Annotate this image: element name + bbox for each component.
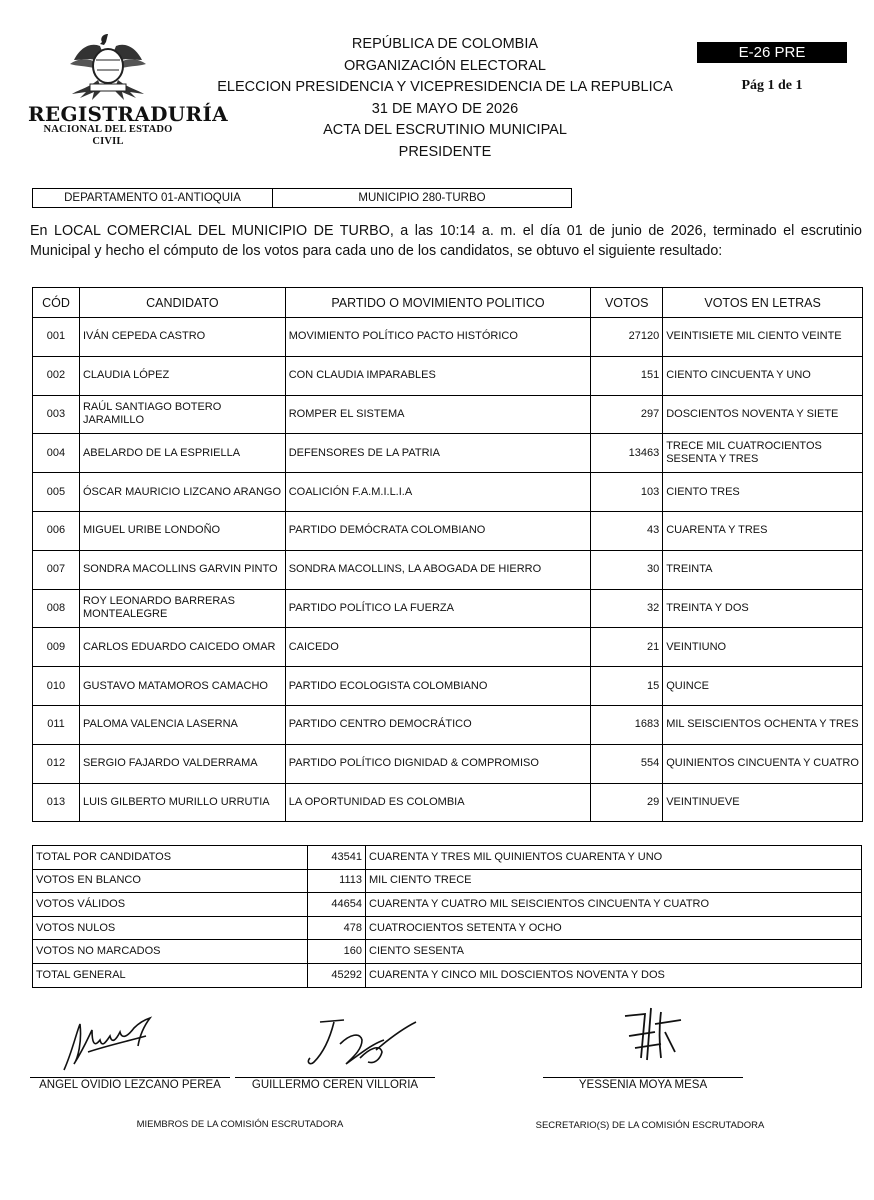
cell-votos: 29 xyxy=(591,783,663,822)
cell-votos: 151 xyxy=(591,356,663,395)
cell-candidato: PALOMA VALENCIA LASERNA xyxy=(79,705,285,744)
cell-votos: 30 xyxy=(591,550,663,589)
secretary-role: SECRETARIO(S) DE LA COMISIÓN ESCRUTADORA xyxy=(535,1120,765,1131)
cell-cod: 001 xyxy=(33,318,80,357)
header-votos: VOTOS xyxy=(591,288,663,318)
total-votos: 478 xyxy=(308,916,366,940)
intro-paragraph: En LOCAL COMERCIAL DEL MUNICIPIO DE TURBO, a las 10:14 a. m. el día 01 de junio de 2026, terminado el escrutinio Municipal y hecho el cómputo de los votos para cada uno de los candidatos, se obtuvo el siguiente resultado: xyxy=(30,223,862,259)
header-letras: VOTOS EN LETRAS xyxy=(663,288,863,318)
cell-votos: 27120 xyxy=(591,318,663,357)
header-line: ACTA DEL ESCRUTINIO MUNICIPAL xyxy=(323,122,567,138)
table-row xyxy=(33,783,863,822)
table-row xyxy=(33,511,863,550)
cell-votos: 1683 xyxy=(591,705,663,744)
municipio: MUNICIPIO 280-TURBO xyxy=(358,192,486,204)
departamento: DEPARTAMENTO 01-ANTIOQUIA xyxy=(33,189,273,207)
totals-row xyxy=(33,893,862,917)
signature-line-1 xyxy=(30,1077,230,1078)
total-votos: 43541 xyxy=(308,846,366,870)
header-line: PRESIDENTE xyxy=(398,143,492,160)
member-2-name: GUILLERMO CEREN VILLORIA xyxy=(251,1079,419,1091)
header-line: REPÚBLICA DE COLOMBIA xyxy=(351,36,539,52)
cell-votos: 103 xyxy=(591,473,663,512)
cell-partido: CAICEDO xyxy=(285,628,591,667)
cell-candidato: LUIS GILBERTO MURILLO URRUTIA xyxy=(79,783,285,822)
cell-cod: 013 xyxy=(33,783,80,822)
signature-ceren xyxy=(300,1014,420,1072)
cell-letras: VEINTISIETE MIL CIENTO VEINTE xyxy=(663,318,863,357)
cell-votos: 554 xyxy=(591,744,663,783)
cell-partido: LA OPORTUNIDAD ES COLOMBIA xyxy=(285,783,591,822)
cell-letras: QUINCE xyxy=(663,667,863,706)
totals-table xyxy=(32,845,862,988)
totals-row xyxy=(33,940,862,964)
cell-letras: CIENTO TRES xyxy=(663,473,863,512)
cell-cod: 009 xyxy=(33,628,80,667)
table-row xyxy=(33,434,863,473)
table-row xyxy=(33,395,863,434)
cell-candidato: SERGIO FAJARDO VALDERRAMA xyxy=(79,744,285,783)
total-votos: 45292 xyxy=(308,963,366,987)
signature-moya xyxy=(615,1002,687,1066)
signature-line-3 xyxy=(543,1077,743,1078)
member-1-name: ANGEL OVIDIO LEZCANO PEREA xyxy=(39,1079,221,1091)
total-label: TOTAL GENERAL xyxy=(33,963,308,987)
table-row xyxy=(33,473,863,512)
total-letras: CUARENTA Y CINCO MIL DOSCIENTOS NOVENTA Y DOS xyxy=(366,963,862,987)
signature-lezcano xyxy=(58,1012,158,1074)
header-line: ELECCION PRESIDENCIA Y VICEPRESIDENCIA DE LA REPUBLICA xyxy=(217,79,673,95)
members-role: MIEMBROS DE LA COMISIÓN ESCRUTADORA xyxy=(136,1119,344,1130)
totals-row xyxy=(33,846,862,870)
secretary-name: YESSENIA MOYA MESA xyxy=(578,1079,708,1091)
cell-partido: PARTIDO POLÍTICO LA FUERZA xyxy=(285,589,591,628)
total-label: VOTOS NO MARCADOS xyxy=(33,940,308,964)
cell-candidato: CARLOS EDUARDO CAICEDO OMAR xyxy=(79,628,285,667)
cell-cod: 005 xyxy=(33,473,80,512)
table-row xyxy=(33,589,863,628)
totals-row xyxy=(33,869,862,893)
table-row xyxy=(33,667,863,706)
header-line: ORGANIZACIÓN ELECTORAL xyxy=(344,57,546,74)
cell-partido: PARTIDO CENTRO DEMOCRÁTICO xyxy=(285,705,591,744)
cell-candidato: MIGUEL URIBE LONDOÑO xyxy=(79,511,285,550)
table-row xyxy=(33,744,863,783)
cell-votos: 43 xyxy=(591,511,663,550)
cell-partido: ROMPER EL SISTEMA xyxy=(285,395,591,434)
cell-votos: 32 xyxy=(591,589,663,628)
table-row xyxy=(33,550,863,589)
cell-candidato: ABELARDO DE LA ESPRIELLA xyxy=(79,434,285,473)
cell-candidato: RAÚL SANTIAGO BOTERO JARAMILLO xyxy=(79,395,285,434)
candidates-table xyxy=(32,287,863,822)
cell-partido: MOVIMIENTO POLÍTICO PACTO HISTÓRICO xyxy=(285,318,591,357)
cell-partido: DEFENSORES DE LA PATRIA xyxy=(285,434,591,473)
form-code-badge: E-26 PRE xyxy=(697,42,847,63)
totals-row xyxy=(33,916,862,940)
cell-partido: SONDRA MACOLLINS, LA ABOGADA DE HIERRO xyxy=(285,550,591,589)
totals-row xyxy=(33,963,862,987)
cell-partido: PARTIDO POLÍTICO DIGNIDAD & COMPROMISO xyxy=(285,744,591,783)
cell-letras: CUARENTA Y TRES xyxy=(663,511,863,550)
cell-candidato: SONDRA MACOLLINS GARVIN PINTO xyxy=(79,550,285,589)
total-votos: 44654 xyxy=(308,893,366,917)
signature-line-2 xyxy=(235,1077,435,1078)
table-row xyxy=(33,318,863,357)
registraduria-logo xyxy=(28,30,228,147)
cell-cod: 006 xyxy=(33,511,80,550)
page-shadow xyxy=(0,1045,874,1200)
logo-name: REGISTRADURÍA xyxy=(28,102,228,126)
total-votos: 160 xyxy=(308,940,366,964)
total-votos: 1113 xyxy=(308,869,366,893)
table-row xyxy=(33,628,863,667)
cell-candidato: GUSTAVO MATAMOROS CAMACHO xyxy=(79,667,285,706)
total-letras: MIL CIENTO TRECE xyxy=(366,869,862,893)
table-row xyxy=(33,705,863,744)
table-header-row xyxy=(33,288,863,318)
cell-letras: DOSCIENTOS NOVENTA Y SIETE xyxy=(663,395,863,434)
cell-partido: COALICIÓN F.A.M.I.L.I.A xyxy=(285,473,591,512)
cell-partido: PARTIDO ECOLOGISTA COLOMBIANO xyxy=(285,667,591,706)
cell-cod: 010 xyxy=(33,667,80,706)
total-label: TOTAL POR CANDIDATOS xyxy=(33,846,308,870)
cell-letras: QUINIENTOS CINCUENTA Y CUATRO xyxy=(663,744,863,783)
cell-cod: 004 xyxy=(33,434,80,473)
header-candidato: CANDIDATO xyxy=(79,288,285,318)
cell-letras: MIL SEISCIENTOS OCHENTA Y TRES xyxy=(663,705,863,744)
total-letras: CIENTO SESENTA xyxy=(366,940,862,964)
condor-seal-icon xyxy=(66,30,150,102)
total-label: VOTOS NULOS xyxy=(33,916,308,940)
cell-candidato: ÓSCAR MAURICIO LIZCANO ARANGO xyxy=(79,473,285,512)
cell-partido: PARTIDO DEMÓCRATA COLOMBIANO xyxy=(285,511,591,550)
cell-votos: 21 xyxy=(591,628,663,667)
total-label: VOTOS VÁLIDOS xyxy=(33,893,308,917)
page-number: Pág 1 de 1 xyxy=(741,78,803,93)
cell-candidato: IVÁN CEPEDA CASTRO xyxy=(79,318,285,357)
cell-letras: VEINTINUEVE xyxy=(663,783,863,822)
cell-partido: CON CLAUDIA IMPARABLES xyxy=(285,356,591,395)
cell-letras: TREINTA xyxy=(663,550,863,589)
cell-cod: 003 xyxy=(33,395,80,434)
total-label: VOTOS EN BLANCO xyxy=(33,869,308,893)
cell-cod: 012 xyxy=(33,744,80,783)
location-box xyxy=(32,188,572,208)
cell-candidato: CLAUDIA LÓPEZ xyxy=(79,356,285,395)
cell-cod: 008 xyxy=(33,589,80,628)
cell-votos: 15 xyxy=(591,667,663,706)
cell-cod: 007 xyxy=(33,550,80,589)
table-row xyxy=(33,356,863,395)
logo-subtitle: NACIONAL DEL ESTADO CIVIL xyxy=(43,124,173,147)
document-header xyxy=(190,34,700,163)
header-line: 31 DE MAYO DE 2026 xyxy=(371,100,519,117)
header-partido: PARTIDO O MOVIMIENTO POLITICO xyxy=(285,288,591,318)
cell-letras: VEINTIUNO xyxy=(663,628,863,667)
cell-cod: 011 xyxy=(33,705,80,744)
cell-votos: 297 xyxy=(591,395,663,434)
cell-votos: 13463 xyxy=(591,434,663,473)
header-cod: CÓD xyxy=(33,288,80,318)
cell-letras: CIENTO CINCUENTA Y UNO xyxy=(663,356,863,395)
cell-cod: 002 xyxy=(33,356,80,395)
total-letras: CUARENTA Y CUATRO MIL SEISCIENTOS CINCUENTA Y CUATRO xyxy=(366,893,862,917)
total-letras: CUATROCIENTOS SETENTA Y OCHO xyxy=(366,916,862,940)
cell-letras: TREINTA Y DOS xyxy=(663,589,863,628)
cell-letras: TRECE MIL CUATROCIENTOS SESENTA Y TRES xyxy=(663,434,863,473)
cell-candidato: ROY LEONARDO BARRERAS MONTEALEGRE xyxy=(79,589,285,628)
total-letras: CUARENTA Y TRES MIL QUINIENTOS CUARENTA Y UNO xyxy=(366,846,862,870)
